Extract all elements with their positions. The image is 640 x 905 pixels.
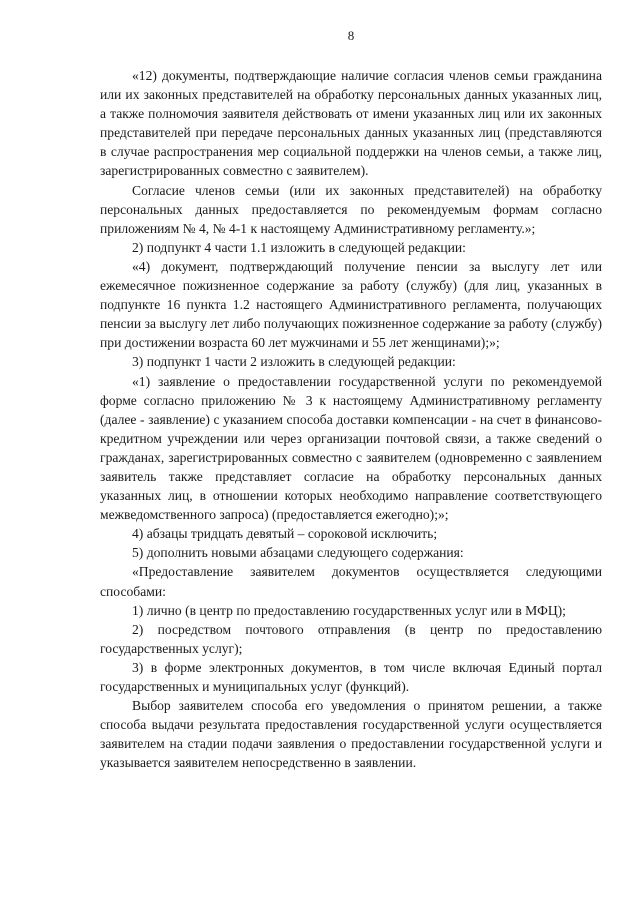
- paragraph: 1) лично (в центр по предоставлению государственных услуг или в МФЦ);: [132, 602, 566, 618]
- paragraph: Согласие членов семьи (или их законных представителей) на обработку персональных данных предоставляется по рекомендуемым формам согласно приложениям № 4, № 4-1 к настоящему Административному регламенту.»;: [100, 182, 602, 236]
- paragraph: «12) документы, подтверждающие наличие согласия членов семьи гражданина или их законных представителей на обработку персональных данных указанных лиц, а также полномочия заявителя действовать от имени указанных лиц или их законных представителей при передаче персональных данных указанных лиц (представляются в случае распространения мер социальной поддержки на членов семьи, а также лиц, зарегистрированных совместно с заявителем).: [100, 68, 602, 179]
- paragraph: 4) абзацы тридцать девятый – сороковой исключить;: [132, 526, 438, 542]
- document-body: [100, 66, 602, 772]
- paragraph: 5) дополнить новыми абзацами следующего содержания:: [132, 545, 464, 561]
- paragraph: Выбор заявителем способа его уведомления о принятом решении, а также способа выдачи результата предоставления государственной услуги осуществляется заявителем на стадии подачи заявления о предоставлении государственной услуги и указывается заявителем непосредственно в заявлении.: [100, 698, 602, 771]
- paragraph: «4) документ, подтверждающий получение пенсии за выслугу лет или ежемесячное пожизненное содержание за работу (службу) (для лиц, указанных в подпункте 16 пункта 1.2 настоящего Административного регламента, получающих пенсии за выслугу лет либо получающих пожизненное содержание за работу (службу) при достижении возраста 60 лет мужчинами и 55 лет женщинами);»;: [100, 258, 602, 351]
- paragraph: 3) в форме электронных документов, в том числе включая Единый портал государственных и муниципальных услуг (функций).: [100, 659, 602, 694]
- paragraph: 2) посредством почтового отправления (в центр по предоставлению государственных услуг);: [100, 621, 602, 656]
- paragraph: «1) заявление о предоставлении государственной услуги по рекомендуемой форме согласно приложению № 3 к настоящему Административному регламенту (далее - заявление) с указанием способа доставки компенсации - на счет в финансово-кредитном учреждении или через организации почтовой связи, а также сведений о гражданах, зарегистрированных совместно с заявителем (одновременно с заявлением заявитель также представляет согласие на обработку персональных данных указанных лиц, в отношении которых необходимо направление соответствующего межведомственного запроса) (предоставляется ежегодно);»;: [100, 373, 602, 523]
- paragraph: 2) подпункт 4 части 1.1 изложить в следующей редакции:: [132, 239, 466, 255]
- paragraph: 3) подпункт 1 части 2 изложить в следующей редакции:: [132, 354, 456, 370]
- page-number: 8: [347, 28, 355, 43]
- paragraph: «Предоставление заявителем документов осуществляется следующими способами:: [100, 564, 602, 599]
